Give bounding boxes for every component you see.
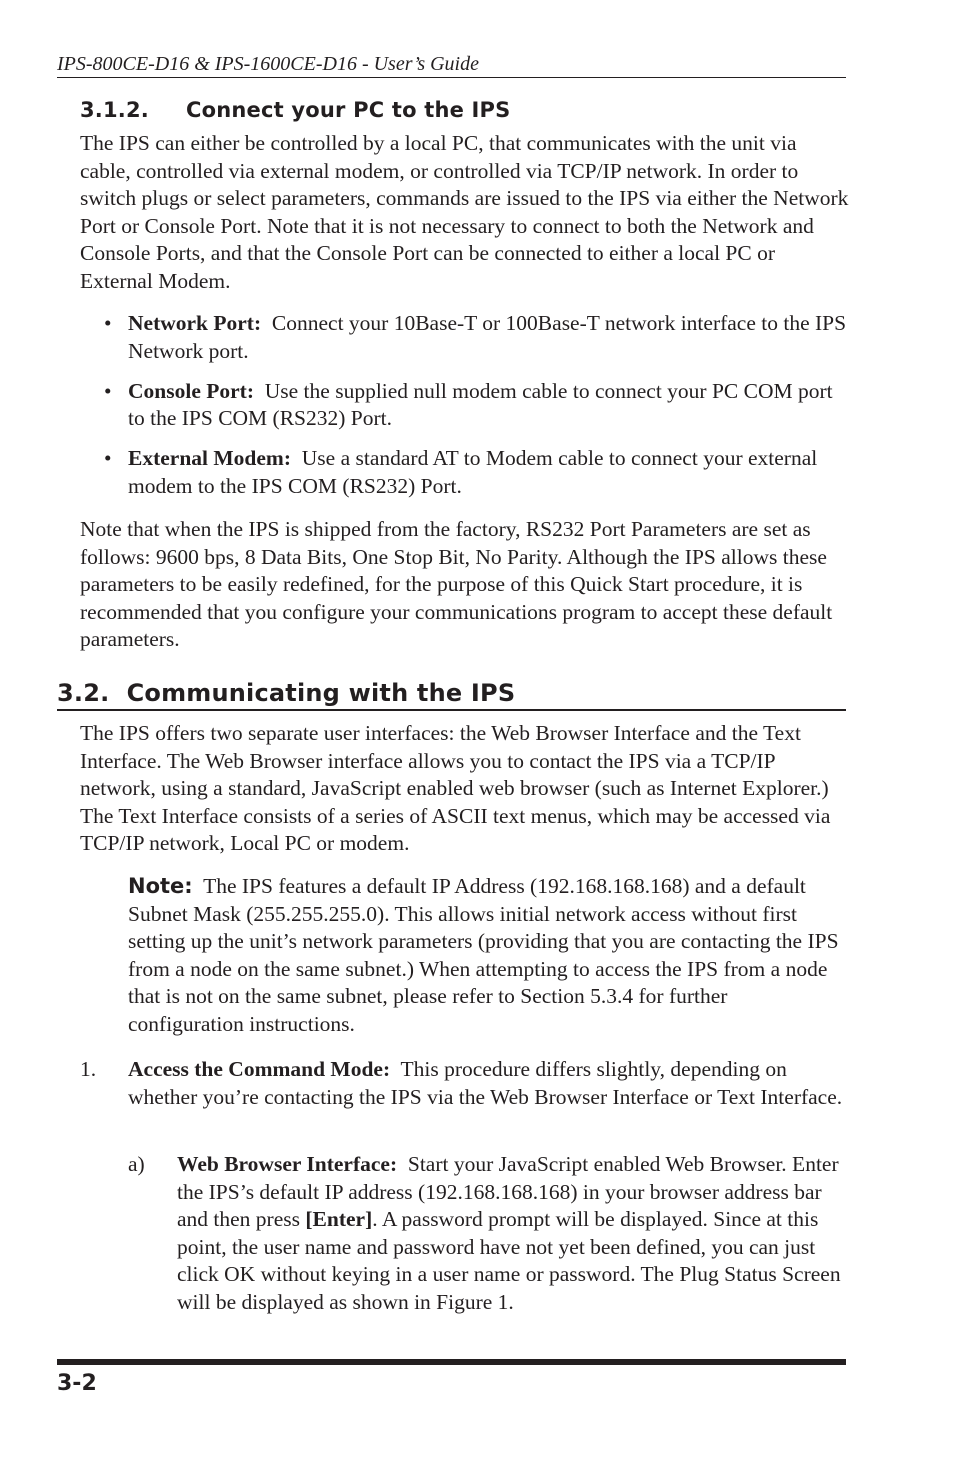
step-number: 1.: [80, 1057, 97, 1081]
note-label: Note:: [128, 874, 193, 898]
communicating-intro-paragraph: The IPS offers two separate user interfaces: the Web Browser Interface and the Text Interface. The Web Browser interface allows you to contact the IPS via a TCP/IP network, using a standard, JavaScript enabled web browser (such as Internet Explorer.) The Text Interface consists of a series of ASCII text menus, which may be accessed via TCP/IP network, Local PC or modem.: [80, 721, 831, 856]
bullet-network-port: [80, 310, 850, 365]
page-number: 3-2: [57, 1371, 97, 1396]
step-letter: a): [128, 1152, 145, 1176]
bullet-console-port: [80, 378, 850, 433]
step-1-access-command-mode: [80, 1056, 850, 1111]
footer-rule: [57, 1359, 846, 1365]
bullet-text: Use a standard AT to Modem cable to connect your external modem to the IPS COM (RS232) Port.: [128, 446, 818, 498]
step-text-after: . A password prompt will be displayed. Since at this point, the user name and password have not yet been defined, you can just click OK without keying in a user name or password. The Plug Status Screen will be displayed as shown in Figure 1.: [177, 1207, 841, 1314]
section-number: 3.1.2.: [80, 98, 149, 122]
bullet-label: External Modem:: [128, 446, 292, 471]
bullet-label: Network Port:: [128, 311, 262, 335]
section-3-2-heading: [57, 677, 846, 711]
bullet-text: Use the supplied null modem cable to connect your PC COM port to the IPS COM (RS232) Port.: [128, 378, 833, 431]
step-text-before: Start your JavaScript enabled Web Browser. Enter the IPS’s default IP address (192.168.168.168) in your browser address bar and then press: [177, 1152, 839, 1232]
enter-key: [Enter]: [305, 1207, 373, 1232]
bullet-external-modem: [80, 445, 850, 500]
section-number: 3.2.: [57, 679, 110, 707]
step-text: This procedure differs slightly, depending on whether you’re contacting the IPS via the Web Browser Interface or Text Interface.: [128, 1057, 843, 1109]
bullet-marker: •: [104, 311, 112, 335]
step-1a-web-browser-interface: [128, 1151, 850, 1317]
section-title: Connect your PC to the IPS: [186, 98, 511, 122]
section-3-1-2-heading: [80, 96, 510, 124]
bullet-label: Console Port:: [128, 378, 254, 403]
note-text: The IPS features a default IP Address (192.168.168.168) and a default Subnet Mask (255.255.255.0). This allows initial network access without first setting up the unit’s network parameters (providing that you are contacting the IPS from a node on the same subnet.) When attempting to access the IPS from a node that is not on the same subnet, please refer to Section 5.3.4 for further configuration instructions.: [128, 874, 839, 1036]
step-label: Access the Command Mode:: [128, 1057, 391, 1081]
connect-pc-intro-paragraph: The IPS can either be controlled by a local PC, that communicates with the unit via cable, controlled via external modem, or controlled via TCP/IP network. In order to switch plugs or select parameters, commands are issued to the IPS via either the Network Port or Console Port. Note that it is not necessary to connect to both the Network and Console Ports, and that the Console Port can be connected to either a local PC or External Modem.: [80, 131, 849, 293]
running-header: IPS-800CE-D16 & IPS-1600CE-D16 - User’s Guide: [57, 51, 846, 78]
rs232-defaults-paragraph: Note that when the IPS is shipped from the factory, RS232 Port Parameters are set as follows: 9600 bps, 8 Data Bits, One Stop Bit, No Parity. Although the IPS allows these parameters to be easily redefined, for the purpose of this Quick Start procedure, it is recommended that you configure your communications program to accept these default parameters.: [80, 517, 833, 652]
default-ip-note: [128, 873, 848, 1039]
step-label: Web Browser Interface:: [177, 1152, 398, 1176]
bullet-text: Connect your 10Base-T or 100Base-T network interface to the IPS Network port.: [128, 311, 847, 363]
section-title: Communicating with the IPS: [126, 679, 516, 707]
bullet-marker: •: [104, 446, 112, 471]
bullet-marker: •: [104, 378, 112, 403]
port-bullet-list: [80, 310, 850, 513]
